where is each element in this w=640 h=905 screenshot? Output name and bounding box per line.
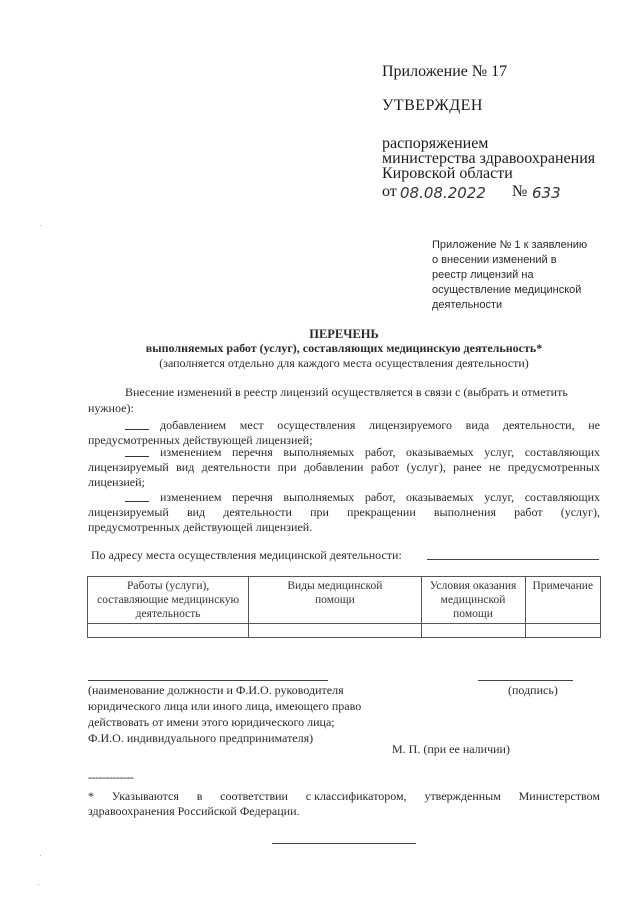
annex-line-3: реестр лицензий на (432, 269, 534, 281)
footnote-line-1 (88, 789, 600, 804)
document-title: ПЕРЕЧЕНЬ (309, 327, 379, 341)
table-header-notes: Примечание (525, 577, 601, 624)
approval-approved: УТВЕРЖДЕН (382, 97, 483, 114)
table-cell[interactable] (88, 624, 249, 638)
footnote-separator: ------------- (88, 770, 134, 784)
option-3-line-2 (88, 505, 600, 520)
scan-speck (40, 225, 41, 226)
signature-line[interactable] (478, 680, 573, 681)
table-header-works: Работы (услуги), составляющие медицинскую деятельность (88, 577, 249, 624)
intro-line-2: нужное): (88, 401, 134, 415)
document-note: (заполняется отдельно для каждого места осуществления деятельности) (159, 356, 529, 370)
option-3-word: при (310, 505, 329, 519)
signature-caption: (подпись) (508, 683, 558, 697)
option-3-checkbox-blank[interactable] (125, 491, 149, 502)
scan-speck (40, 855, 41, 856)
footnote-line-2: здравоохранения Российской Федерации. (88, 804, 300, 818)
table-header-conditions: Условия оказания медицинской помощи (421, 577, 525, 624)
footnote-word: утвержденным (424, 789, 501, 803)
approval-number-label: № (512, 183, 528, 200)
annex-line-2: о внесении изменений в (432, 254, 557, 266)
annex-line-1: Приложение № 1 к заявлению (432, 239, 588, 251)
footnote-word: с классификатором, (305, 789, 407, 803)
document-subtitle: выполняемых работ (услуг), составляющих медицинскую деятельность* (145, 341, 543, 355)
footnote-word: Указываются (111, 789, 179, 803)
table-cell[interactable] (525, 624, 601, 638)
table-header-care-types: Виды медицинской помощи (249, 577, 421, 624)
option-3-line-3: предусмотренных действующей лицензией. (88, 520, 313, 534)
annex-line-4: осуществление медицинской (432, 284, 582, 296)
annex-line-5: деятельности (432, 299, 503, 311)
footnote-word: Министерством (518, 789, 600, 803)
option-1-line-1: добавлением мест осуществления лицензируемого вида деятельности, не (160, 418, 600, 432)
position-caption-line-3: действовать от имени этого юридического лица; (88, 715, 335, 729)
option-3-word: выполнения (433, 505, 496, 519)
position-caption-line-4: Ф.И.О. индивидуального предпринимателя) (88, 731, 314, 745)
approval-date-handwritten: 08.08.2022 (400, 184, 486, 202)
address-input-line[interactable] (427, 559, 599, 560)
position-signature-line[interactable] (88, 680, 328, 681)
works-table (87, 576, 601, 638)
option-2-line-3: лицензией; (88, 475, 145, 489)
table-cell[interactable] (249, 624, 421, 638)
approval-appendix: Приложение № 17 (382, 63, 508, 80)
table-cell[interactable] (421, 624, 525, 638)
option-3-word: деятельности (223, 505, 292, 519)
option-2-line-1: изменением перечня выполняемых работ, оказываемых услуг, составляющих (160, 445, 600, 459)
scan-speck (38, 884, 39, 885)
option-3-word: вид (186, 505, 206, 519)
table-row (88, 624, 601, 638)
option-2-line-2: лицензируемый вид деятельности при добавлении работ (услуг), ранее не предусмотренных (88, 460, 600, 474)
approval-from-label: от (382, 183, 397, 200)
address-label: По адресу места осуществления медицинской деятельности: (91, 548, 402, 562)
approval-line-1: распоряжением (382, 135, 489, 152)
option-3-word: лицензируемый (88, 505, 169, 519)
option-2-checkbox-blank[interactable] (125, 446, 149, 457)
position-caption-line-2: юридического лица или иного лица, имеющего право (88, 699, 362, 713)
option-3-word: (услуг), (560, 505, 600, 519)
option-3-word: работ (514, 505, 543, 519)
option-3-word: прекращении (347, 505, 416, 519)
seal-caption: М. П. (при ее наличии) (392, 742, 510, 756)
approval-number-handwritten: 633 (532, 184, 561, 202)
table-header-row (88, 577, 601, 624)
option-3-line-1: изменением перечня выполняемых работ, оказываемых услуг, составляющих (160, 490, 600, 504)
position-caption-line-1: (наименование должности и Ф.И.О. руководителя (88, 683, 344, 697)
footnote-word: соответствии (220, 789, 288, 803)
footnote-word: * (88, 789, 94, 803)
option-1-line-2: предусмотренных действующей лицензией; (88, 433, 313, 447)
option-1-checkbox-blank[interactable] (125, 419, 149, 430)
bottom-divider (272, 843, 416, 844)
approval-line-2: министерства здравоохранения (382, 150, 596, 167)
approval-line-3: Кировской области (382, 165, 513, 182)
intro-line-1: Внесение изменений в реестр лицензий осуществляется в связи с (выбрать и отметить (125, 385, 568, 399)
footnote-word: в (196, 789, 203, 803)
